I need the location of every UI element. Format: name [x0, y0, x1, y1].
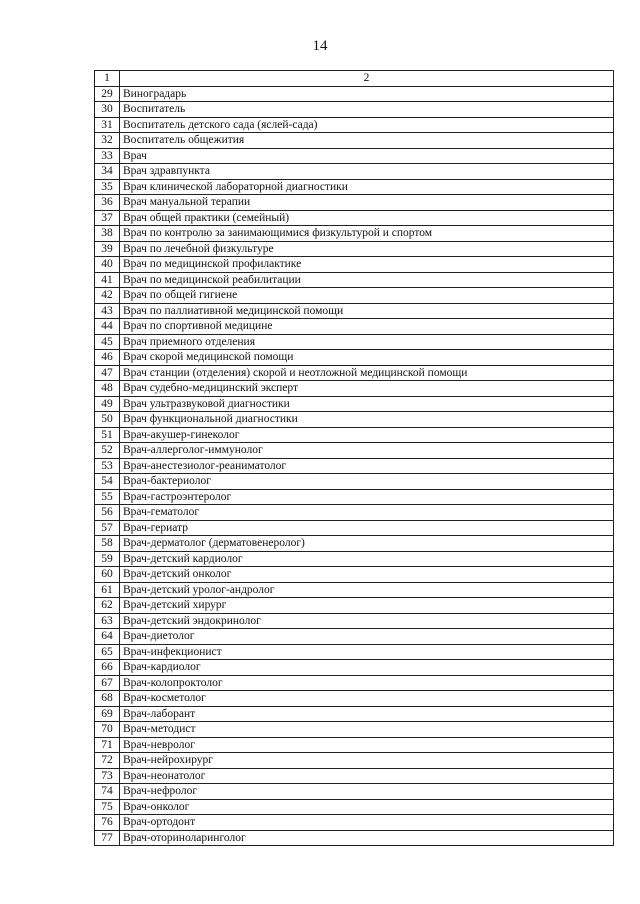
table-row: [95, 319, 614, 335]
page-number: 14: [312, 38, 328, 54]
row-number: 30: [95, 102, 120, 118]
row-profession: Врач по медицинской реабилитации: [120, 272, 614, 288]
row-number: 47: [95, 365, 120, 381]
table-row: [95, 272, 614, 288]
row-profession: Врач-ортодонт: [120, 815, 614, 831]
table-row: [95, 210, 614, 226]
table-row: [95, 706, 614, 722]
table-row: [95, 179, 614, 195]
row-number: 71: [95, 737, 120, 753]
table-row: [95, 102, 614, 118]
row-number: 72: [95, 753, 120, 769]
row-profession: Воспитатель детского сада (яслей-сада): [120, 117, 614, 133]
table-row: [95, 350, 614, 366]
header-col-number: 1: [95, 71, 120, 87]
row-profession: Врач-детский кардиолог: [120, 551, 614, 567]
row-number: 66: [95, 660, 120, 676]
table-row: [95, 303, 614, 319]
table-row: [95, 241, 614, 257]
row-number: 56: [95, 505, 120, 521]
table-row: [95, 520, 614, 536]
row-number: 70: [95, 722, 120, 738]
table-row: [95, 226, 614, 242]
table-row: [95, 536, 614, 552]
row-number: 63: [95, 613, 120, 629]
row-profession: Врач скорой медицинской помощи: [120, 350, 614, 366]
table-row: [95, 722, 614, 738]
row-number: 74: [95, 784, 120, 800]
row-profession: Врач-гематолог: [120, 505, 614, 521]
row-profession: Воспитатель общежития: [120, 133, 614, 149]
row-number: 68: [95, 691, 120, 707]
table-row: [95, 396, 614, 412]
row-number: 62: [95, 598, 120, 614]
table-row: [95, 365, 614, 381]
row-number: 37: [95, 210, 120, 226]
row-profession: Врач-диетолог: [120, 629, 614, 645]
table-row: [95, 334, 614, 350]
row-number: 59: [95, 551, 120, 567]
table-row: [95, 675, 614, 691]
row-profession: Врач-оториноларинголог: [120, 830, 614, 846]
row-profession: Врач-невролог: [120, 737, 614, 753]
row-profession: Врач-кардиолог: [120, 660, 614, 676]
row-profession: Врач-гериатр: [120, 520, 614, 536]
row-number: 49: [95, 396, 120, 412]
table-row: [95, 195, 614, 211]
row-number: 52: [95, 443, 120, 459]
row-profession: Врач по лечебной физкультуре: [120, 241, 614, 257]
header-col-name: 2: [120, 71, 614, 87]
row-number: 29: [95, 86, 120, 102]
row-number: 35: [95, 179, 120, 195]
row-profession: Врач-гастроэнтеролог: [120, 489, 614, 505]
row-number: 36: [95, 195, 120, 211]
table-row: [95, 86, 614, 102]
table-body: [95, 71, 614, 846]
row-number: 61: [95, 582, 120, 598]
row-profession: Врач-неонатолог: [120, 768, 614, 784]
row-number: 45: [95, 334, 120, 350]
table-row: [95, 691, 614, 707]
table-row: [95, 133, 614, 149]
row-profession: Врач-детский хирург: [120, 598, 614, 614]
row-number: 60: [95, 567, 120, 583]
row-profession: Врач по общей гигиене: [120, 288, 614, 304]
row-profession: Врач-аллерголог-иммунолог: [120, 443, 614, 459]
table-row: [95, 644, 614, 660]
row-number: 41: [95, 272, 120, 288]
row-profession: Врач: [120, 148, 614, 164]
row-profession: Врач-инфекционист: [120, 644, 614, 660]
row-number: 38: [95, 226, 120, 242]
table-header-row: [95, 71, 614, 87]
row-profession: Воспитатель: [120, 102, 614, 118]
row-profession: Врач-бактериолог: [120, 474, 614, 490]
table-row: [95, 551, 614, 567]
row-number: 54: [95, 474, 120, 490]
table-row: [95, 443, 614, 459]
row-number: 75: [95, 799, 120, 815]
row-profession: Врач-лаборант: [120, 706, 614, 722]
row-profession: Врач-колопроктолог: [120, 675, 614, 691]
row-number: 65: [95, 644, 120, 660]
row-profession: Врач-акушер-гинеколог: [120, 427, 614, 443]
table-row: [95, 148, 614, 164]
table-row: [95, 257, 614, 273]
table-row: [95, 489, 614, 505]
row-profession: Врач-детский онколог: [120, 567, 614, 583]
row-number: 43: [95, 303, 120, 319]
table-row: [95, 598, 614, 614]
row-profession: Врач по контролю за занимающимися физкультурой и спортом: [120, 226, 614, 242]
row-number: 73: [95, 768, 120, 784]
table-row: [95, 381, 614, 397]
table-row: [95, 629, 614, 645]
row-profession: Врач судебно-медицинский эксперт: [120, 381, 614, 397]
row-profession: Врач мануальной терапии: [120, 195, 614, 211]
table-row: [95, 567, 614, 583]
row-number: 67: [95, 675, 120, 691]
row-number: 34: [95, 164, 120, 180]
row-number: 76: [95, 815, 120, 831]
row-profession: Врач-онколог: [120, 799, 614, 815]
row-profession: Врач по паллиативной медицинской помощи: [120, 303, 614, 319]
table-row: [95, 427, 614, 443]
table-row: [95, 288, 614, 304]
table-row: [95, 505, 614, 521]
row-number: 33: [95, 148, 120, 164]
table-row: [95, 815, 614, 831]
row-profession: Виноградарь: [120, 86, 614, 102]
row-number: 55: [95, 489, 120, 505]
row-number: 40: [95, 257, 120, 273]
table-row: [95, 753, 614, 769]
row-profession: Врач-анестезиолог-реаниматолог: [120, 458, 614, 474]
row-number: 48: [95, 381, 120, 397]
row-profession: Врач-детский уролог-андролог: [120, 582, 614, 598]
row-number: 58: [95, 536, 120, 552]
row-number: 69: [95, 706, 120, 722]
table-row: [95, 799, 614, 815]
row-profession: Врач-косметолог: [120, 691, 614, 707]
row-number: 50: [95, 412, 120, 428]
row-profession: Врач приемного отделения: [120, 334, 614, 350]
table-row: [95, 737, 614, 753]
row-number: 64: [95, 629, 120, 645]
row-number: 53: [95, 458, 120, 474]
table-row: [95, 412, 614, 428]
table-row: [95, 164, 614, 180]
row-number: 77: [95, 830, 120, 846]
professions-table: [94, 70, 614, 846]
row-number: 46: [95, 350, 120, 366]
row-profession: Врач-нейрохирург: [120, 753, 614, 769]
row-number: 57: [95, 520, 120, 536]
table-row: [95, 613, 614, 629]
row-profession: Врач клинической лабораторной диагностики: [120, 179, 614, 195]
row-profession: Врач станции (отделения) скорой и неотложной медицинской помощи: [120, 365, 614, 381]
row-profession: Врач-методист: [120, 722, 614, 738]
table-row: [95, 768, 614, 784]
row-number: 42: [95, 288, 120, 304]
row-number: 32: [95, 133, 120, 149]
row-profession: Врач по медицинской профилактике: [120, 257, 614, 273]
row-profession: Врач-детский эндокринолог: [120, 613, 614, 629]
row-number: 51: [95, 427, 120, 443]
row-profession: Врач здравпункта: [120, 164, 614, 180]
row-number: 44: [95, 319, 120, 335]
row-profession: Врач по спортивной медицине: [120, 319, 614, 335]
table-row: [95, 784, 614, 800]
table-row: [95, 117, 614, 133]
row-profession: Врач ультразвуковой диагностики: [120, 396, 614, 412]
row-number: 31: [95, 117, 120, 133]
row-profession: Врач-нефролог: [120, 784, 614, 800]
table-row: [95, 660, 614, 676]
table-row: [95, 458, 614, 474]
table-row: [95, 582, 614, 598]
row-profession: Врач-дерматолог (дерматовенеролог): [120, 536, 614, 552]
row-profession: Врач общей практики (семейный): [120, 210, 614, 226]
table-row: [95, 830, 614, 846]
table-row: [95, 474, 614, 490]
row-profession: Врач функциональной диагностики: [120, 412, 614, 428]
row-number: 39: [95, 241, 120, 257]
